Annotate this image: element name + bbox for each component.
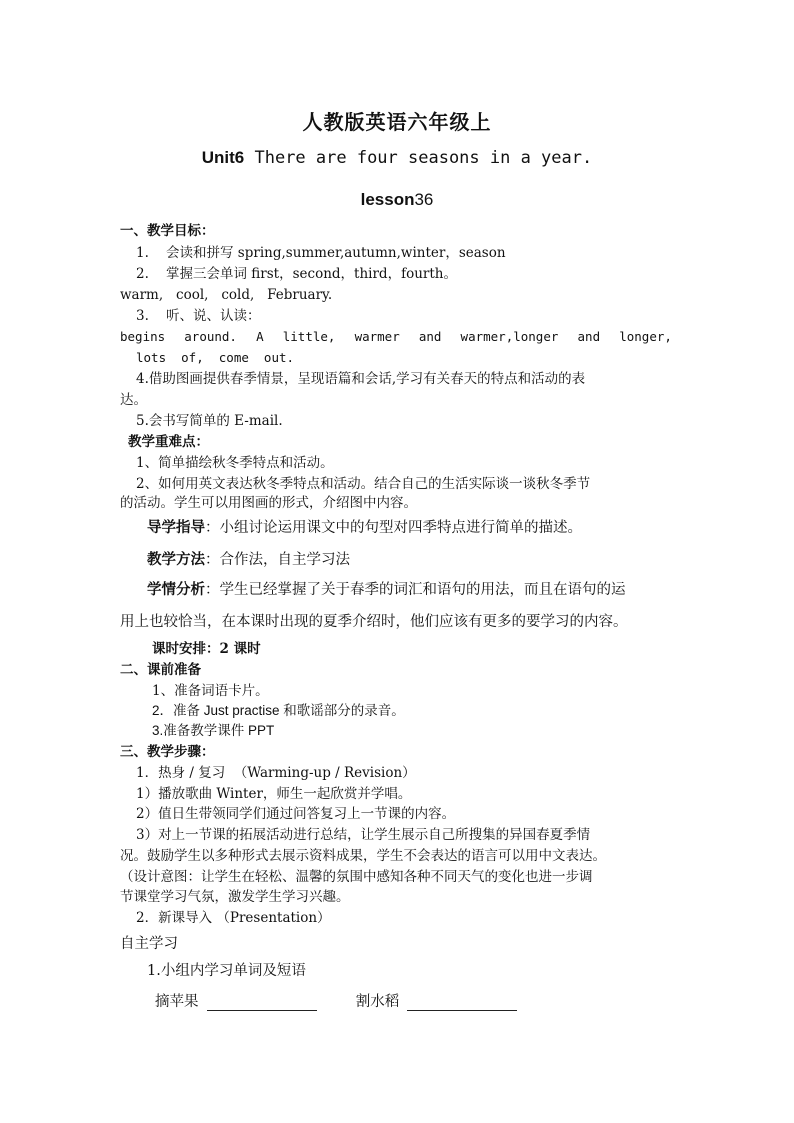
method-text: ：合作法，自主学习法 [205, 552, 350, 568]
blank-2-label: 割水稻 [355, 994, 400, 1010]
step-1a: 1）播放歌曲 Winter，师生一起欣赏并学唱。 [136, 786, 412, 802]
steps-heading: 三、教学步骤： [120, 744, 215, 760]
vocab-word: warmer,longer [460, 329, 559, 344]
schedule: 课时安排：2 课时 [152, 641, 261, 657]
prep-heading: 二、课前准备 [120, 662, 201, 678]
analysis-paragraph [147, 581, 707, 599]
goal-item-3 [136, 307, 696, 325]
guide-label: 导学指导 [147, 519, 205, 536]
vocab-word: longer, [619, 329, 672, 344]
lesson-heading [0, 190, 794, 210]
vocab-word: A [256, 329, 264, 344]
step-1c-cont-3: 节课堂学习气氛，激发学生学习兴趣。 [120, 889, 350, 905]
goal-item-4: 4.借助图画提供春季情景，呈现语篇和会话,学习有关春天的特点和活动的表 [136, 371, 586, 387]
unit-prefix: Unit6 [201, 148, 245, 167]
method-paragraph [147, 551, 707, 569]
document-title: 人教版英语六年级上 [302, 110, 492, 134]
sub-item-1: 1.小组内学习单词及短语 [147, 963, 306, 979]
fill-blank-row [155, 993, 715, 1011]
lesson-number: 36 [414, 190, 434, 209]
step-1c: 3）对上一节课的拓展活动进行总结，让学生展示自己所搜集的异国春夏季情 [136, 827, 591, 843]
step-1c-cont-1: 况。鼓励学生以多种形式去展示资料成果，学生不会表达的语言可以用中文表达。 [120, 848, 606, 864]
goal-item-3-text: 听、说、认读： [166, 308, 261, 324]
goal-item-2-cont: warm, cool, cold, February. [120, 287, 333, 303]
goal-item-3-words [120, 328, 672, 346]
goal-item-5: 5.会书写简单的 E-mail. [136, 413, 283, 429]
goal-item-1 [136, 244, 696, 262]
vocab-word: and [577, 329, 601, 344]
goal-item-3-label: 3. [136, 308, 149, 324]
vocab-word: and [418, 329, 442, 344]
vocab-word: around. [184, 329, 237, 344]
guide-text: ：小组讨论运用课文中的句型对四季特点进行简单的描述。 [205, 520, 582, 536]
goal-item-4-cont: 达。 [120, 392, 147, 408]
goal-item-3-cont: lots of, come out. [136, 350, 295, 365]
goal-item-1-text: 会读和拼写 spring,summer,autumn,winter，season [166, 245, 506, 261]
analysis-text: ：学生已经掌握了关于春季的词汇和语句的用法，而且在语句的运 [205, 582, 626, 598]
prep-item-3: 3.准备教学课件 PPT [152, 723, 275, 738]
goal-item-2-label: 2. [136, 266, 149, 282]
goals-heading: 一、教学目标： [120, 223, 215, 239]
analysis-cont: 用上也较恰当，在本课时出现的夏季介绍时，他们应该有更多的要学习的内容。 [120, 614, 628, 630]
unit-heading [0, 148, 794, 168]
goal-item-1-label: 1. [136, 245, 149, 261]
self-study-heading: 自主学习 [120, 936, 178, 952]
prep-item-2: 2．准备 Just practise 和歌谣部分的录音。 [152, 703, 405, 718]
key-point-1: 1、简单描绘秋冬季特点和活动。 [136, 455, 334, 471]
key-points-heading: 教学重难点： [128, 434, 209, 450]
blank-1-line[interactable] [207, 996, 317, 1011]
step-1c-cont-2: （设计意图：让学生在轻松、温馨的氛围中感知各种不同天气的变化也进一步调 [120, 869, 593, 885]
vocab-word: begins [120, 329, 166, 344]
blank-2-line[interactable] [407, 996, 517, 1011]
key-point-2: 2、如何用英文表达秋冬季特点和活动。结合自己的生活实际谈一谈秋冬季节 [136, 476, 591, 492]
step-1: 1．热身 / 复习 （Warming-up / Revision） [136, 765, 416, 781]
guide-paragraph [147, 519, 707, 537]
unit-title: There are four seasons in a year. [244, 148, 593, 168]
goal-item-2 [136, 265, 696, 283]
prep-item-1: 1、准备词语卡片。 [152, 683, 269, 699]
method-label: 教学方法 [147, 551, 205, 568]
step-2: 2．新课导入 （Presentation） [136, 910, 331, 926]
goal-item-2-text: 掌握三会单词 first，second，third，fourth。 [166, 266, 457, 282]
vocab-word: little, [282, 329, 336, 344]
lesson-word: lesson [360, 190, 415, 209]
vocab-word: warmer [354, 329, 400, 344]
blank-1-label: 摘苹果 [155, 994, 199, 1010]
analysis-label: 学情分析 [147, 581, 205, 598]
key-point-2-cont: 的活动。学生可以用图画的形式，介绍图中内容。 [120, 495, 417, 511]
step-1b: 2）值日生带领同学们通过问答复习上一节课的内容。 [136, 806, 456, 822]
